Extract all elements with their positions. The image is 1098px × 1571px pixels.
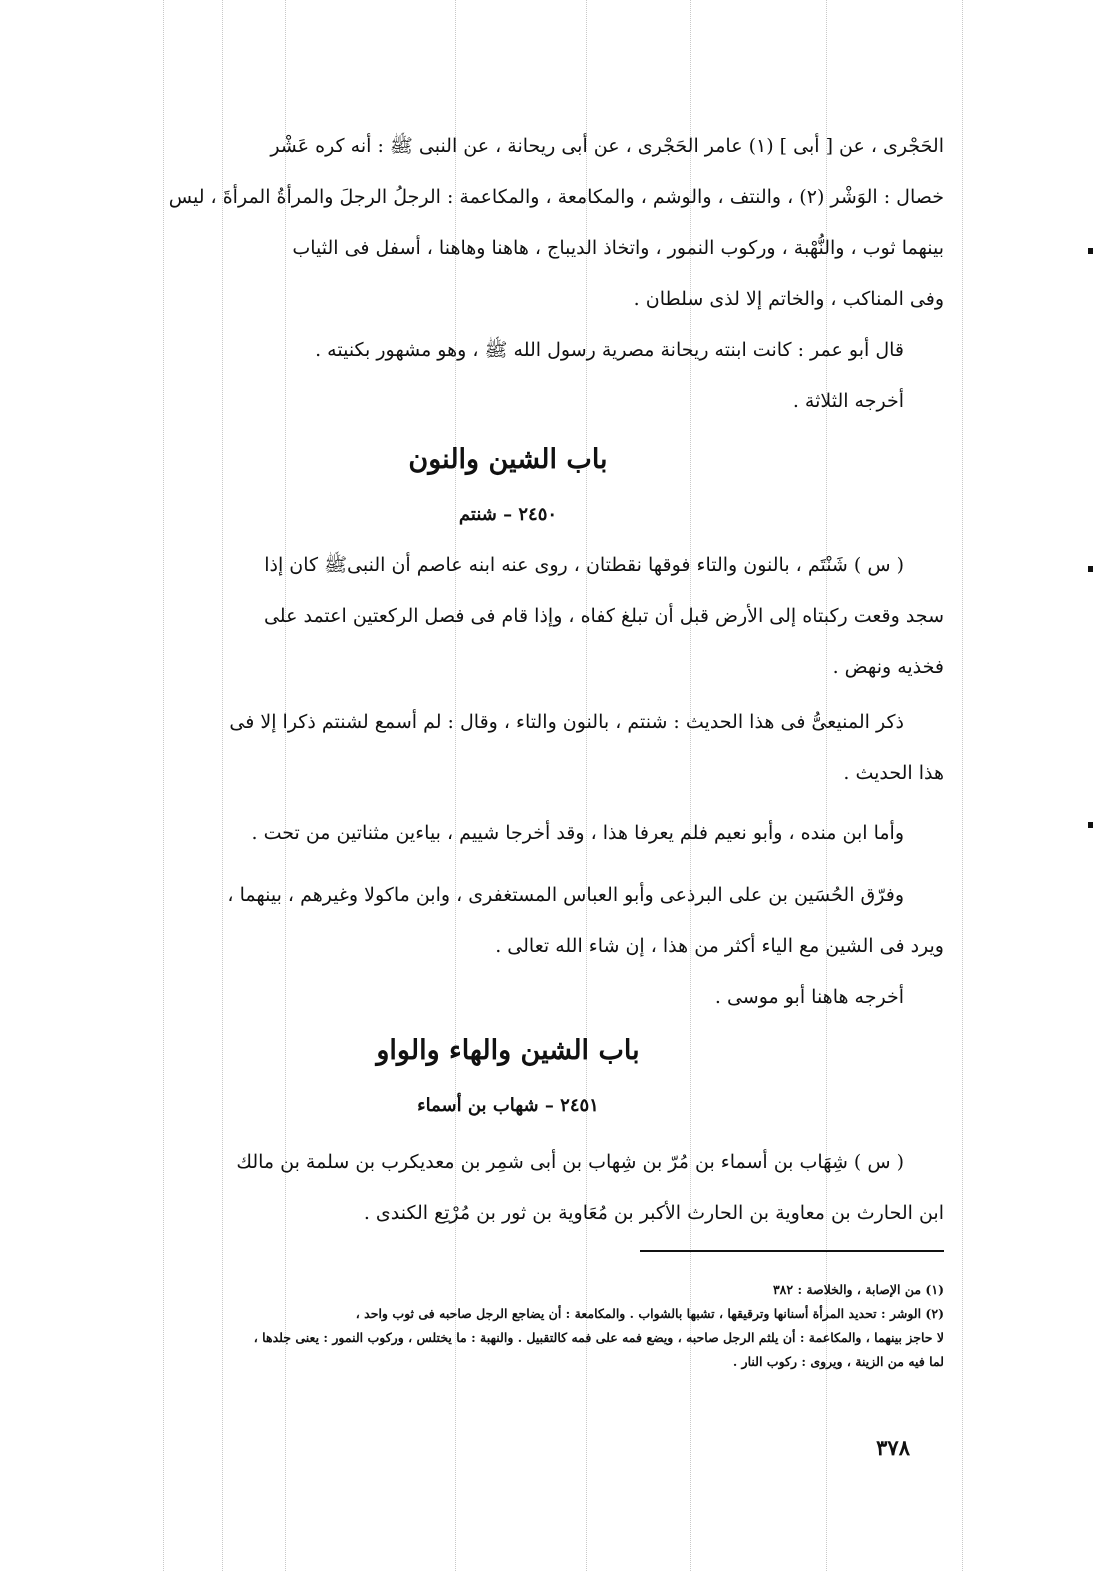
margin-mark — [1088, 822, 1093, 828]
paragraph — [72, 697, 944, 799]
text-line: بينهما ثوب ، والنُّهْبة ، وركوب النمور ، واتخاذ الديباج ، هاهنا وهاهنا ، أسفل فى الثياب — [292, 237, 944, 259]
paragraph — [72, 808, 944, 859]
margin-mark — [1088, 566, 1093, 572]
text-line: الحَجْرى ، عن [ أبى ] (١) عامر الحَجْرى ، عن أبى ريحانة ، عن النبى ﷺ : أنه كره عَشْر — [270, 135, 944, 157]
footnote: (١) من الإصابة ، والخلاصة : ٣٨٢ — [772, 1282, 944, 1297]
text-line: ( س ) شِهَاب بن أسماء بن مُرّ بن شِهاب بن أبى شمِر بن معديكرب بن سلمة بن مالك — [236, 1151, 904, 1173]
paragraph — [72, 540, 944, 693]
footnotes — [72, 1278, 944, 1374]
paragraph — [72, 121, 944, 427]
entry-title: ٢٤٥٠ – شنتم — [458, 504, 558, 525]
text-line: أخرجه هاهنا أبو موسى . — [714, 986, 904, 1008]
page-number: ٣٧٨ — [876, 1435, 910, 1460]
footnote: لما فيه من الزينة ، ويروى : ركوب النار . — [732, 1354, 944, 1369]
footnote: (٢) الوشر : تحديد المرأة أسنانها وترقيقها ، تشبها بالشواب . والمكامعة : أن يضاجع الرجل صاحبه فى ثوب واحد ، — [355, 1306, 944, 1321]
footnote-rule — [640, 1250, 944, 1252]
entry-title: ٢٤٥١ – شهاب بن أسماء — [417, 1095, 599, 1116]
text-line: هذا الحديث . — [843, 762, 944, 784]
text-line: خصال : الوَشْر (٢) ، والنتف ، والوشم ، والمكامعة ، والمكاعمة : الرجلُ الرجلَ والمرأةُ المرأةَ ، ليس — [168, 186, 944, 208]
chapter-heading: باب الشين والنون — [408, 444, 608, 475]
text-line: أخرجه الثلاثة . — [792, 390, 904, 412]
text-line: وفرّق الحُسَين بن على البرذعى وأبو العباس المستغفرى ، وابن ماكولا وغيرهم ، بينهما ، — [227, 884, 904, 906]
text-line: وأما ابن منده ، وأبو نعيم فلم يعرفا هذا ، وقد أخرجا شييم ، بياءين مثناتين من تحت . — [251, 822, 904, 844]
text-line: قال أبو عمر : كانت ابنته ريحانة مصرية رسول الله ﷺ ، وهو مشهور بكنيته . — [315, 339, 904, 361]
paragraph — [72, 1137, 944, 1239]
text-line: وفى المناكب ، والخاتم إلا لذى سلطان . — [633, 288, 944, 310]
margin-mark — [1088, 248, 1093, 254]
text-line: سجد وقعت ركبتاه إلى الأرض قبل أن تبلغ كفاه ، وإذا قام فى فصل الركعتين اعتمد على — [263, 605, 944, 627]
paragraph — [72, 870, 944, 1023]
scan-guide-line — [962, 0, 963, 1571]
text-line: ويرد فى الشين مع الياء أكثر من هذا ، إن شاء الله تعالى . — [495, 935, 944, 957]
text-line: ابن الحارث بن معاوية بن الحارث الأكبر بن مُعَاوية بن ثور بن مُرْتِع الكندى . — [363, 1202, 944, 1224]
footnote: لا حاجز بينهما ، والمكاعمة : أن يلثم الرجل صاحبه ، ويضع فمه على فمه كالتقبيل . والنهبة : ما يختلس ، وركوب النمور : يعنى جلدها ، — [253, 1330, 944, 1345]
chapter-heading: باب الشين والهاء والواو — [376, 1035, 640, 1066]
text-line: ( س ) شَنْتَم ، بالنون والتاء فوقها نقطتان ، روى عنه ابنه عاصم أن النبىﷺ كان إذا — [264, 554, 904, 576]
text-line: ذكر المنيعىُّ فى هذا الحديث : شنتم ، بالنون والتاء ، وقال : لم أسمع لشنتم ذكرا إلا فى — [229, 711, 904, 733]
text-line: فخذيه ونهض . — [832, 656, 944, 678]
